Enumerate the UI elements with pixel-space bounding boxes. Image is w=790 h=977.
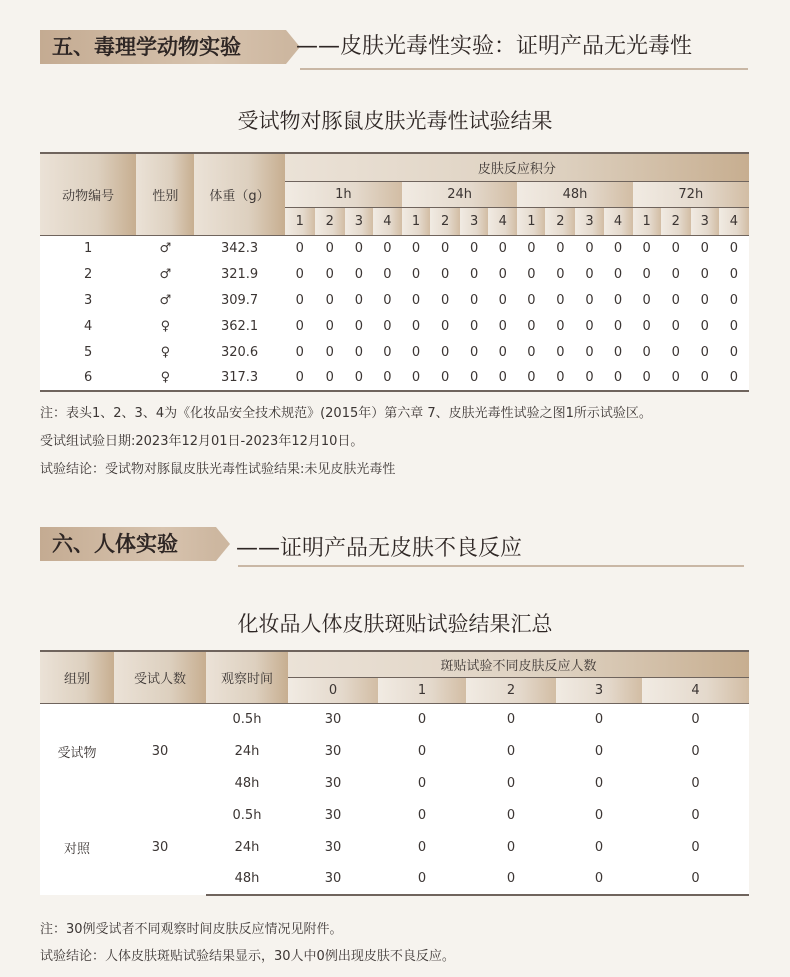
female-icon: ♀ — [160, 344, 171, 360]
section6-header — [40, 527, 750, 561]
score-cell: 0 — [700, 344, 709, 360]
score-cell: 0 — [285, 365, 315, 391]
section5-header — [40, 30, 750, 64]
score-cell: 0 — [383, 292, 392, 308]
header-observe-time: 观察时间 — [206, 651, 288, 703]
reaction-count-cell: 0 — [417, 775, 427, 791]
reaction-count-cell: 0 — [506, 807, 516, 823]
score-cell: 0 — [527, 266, 536, 282]
score-cell: 0 — [556, 266, 565, 282]
header-zone: 3 — [345, 207, 373, 235]
reaction-count-cell: 0 — [417, 743, 427, 759]
animal-id-cell: 4 — [83, 318, 93, 334]
male-icon: ♂ — [159, 266, 172, 282]
score-cell: 0 — [604, 365, 633, 391]
score-cell: 0 — [498, 344, 507, 360]
header-level: 1 — [378, 677, 466, 703]
score-cell: 0 — [430, 365, 460, 391]
header-zone: 3 — [575, 207, 603, 235]
table2-title: 化妆品人体皮肤斑贴试验结果汇总 — [237, 612, 553, 636]
score-cell: 0 — [613, 240, 623, 256]
tag-arrow-shape — [216, 527, 230, 561]
header-subjects: 受试人数 — [114, 651, 206, 703]
score-cell: 0 — [383, 344, 392, 360]
animal-id-cell: 6 — [40, 365, 136, 391]
reaction-count-cell: 30 — [324, 743, 342, 759]
score-cell: 0 — [373, 365, 402, 391]
header-zone: 4 — [719, 207, 749, 235]
score-cell: 0 — [411, 292, 421, 308]
score-cell: 0 — [556, 292, 565, 308]
score-cell: 0 — [440, 344, 450, 360]
male-icon: ♂ — [159, 292, 172, 308]
weight-cell: 321.9 — [220, 266, 259, 282]
score-cell: 0 — [613, 266, 623, 282]
table2-conclusion: 试验结论：人体皮肤斑贴试验结果显示，30人中0例出现皮肤不良反应。 — [40, 949, 455, 964]
weight-cell: 362.1 — [220, 318, 259, 334]
score-cell: 0 — [700, 318, 709, 334]
score-cell: 0 — [470, 240, 479, 256]
score-cell: 0 — [585, 266, 594, 282]
header-reaction-count: 斑贴试验不同皮肤反应人数 — [288, 651, 749, 677]
reaction-count-cell: 30 — [288, 863, 378, 895]
score-cell: 0 — [556, 318, 565, 334]
header-level: 0 — [288, 677, 378, 703]
score-cell: 0 — [556, 240, 565, 256]
header-weight: 体重（g） — [194, 153, 284, 235]
header-time-48h: 48h — [517, 181, 632, 207]
score-cell: 0 — [633, 365, 661, 391]
score-cell: 0 — [325, 266, 334, 282]
score-cell: 0 — [671, 292, 680, 308]
header-zone: 1 — [633, 207, 661, 235]
male-icon: ♂ — [159, 240, 172, 256]
observe-time-cell: 0.5h — [232, 711, 262, 727]
score-cell: 0 — [354, 266, 363, 282]
observe-time-cell: 24h — [234, 839, 260, 855]
score-cell: 0 — [295, 344, 304, 360]
table-row — [40, 365, 749, 391]
score-cell: 0 — [325, 240, 334, 256]
reaction-count-cell: 0 — [594, 711, 604, 727]
section6-underline — [238, 565, 744, 567]
score-cell: 0 — [383, 266, 392, 282]
score-cell: 0 — [325, 318, 334, 334]
table1-title: 受试物对豚鼠皮肤光毒性试验结果 — [237, 109, 553, 133]
score-cell: 0 — [460, 365, 488, 391]
section5-subtitle: ——皮肤光毒性实验：证明产品无光毒性 — [296, 34, 693, 59]
header-zone: 2 — [315, 207, 345, 235]
header-group: 组别 — [40, 651, 114, 703]
header-time-1h: 1h — [285, 181, 402, 207]
table-row — [40, 287, 749, 313]
score-cell: 0 — [729, 292, 739, 308]
reaction-count-cell: 0 — [691, 743, 700, 759]
score-cell: 0 — [470, 344, 479, 360]
score-cell: 0 — [729, 344, 739, 360]
reaction-count-cell: 30 — [324, 711, 342, 727]
score-cell: 0 — [411, 344, 421, 360]
score-cell: 0 — [498, 292, 507, 308]
score-cell: 0 — [383, 240, 392, 256]
table1-body — [40, 235, 749, 391]
score-cell: 0 — [671, 318, 680, 334]
reaction-count-cell: 0 — [691, 775, 700, 791]
score-cell: 0 — [517, 365, 545, 391]
score-cell: 0 — [642, 318, 651, 334]
header-sex: 性别 — [136, 153, 194, 235]
score-cell: 0 — [642, 344, 651, 360]
table1-note: 注：表头1、2、3、4为《化妆品安全技术规范》(2015年）第六章 7、皮肤光毒性试验之图1所示试验区。 — [40, 406, 652, 421]
table-row — [40, 703, 749, 735]
score-cell: 0 — [498, 266, 507, 282]
table1-test-date: 受试组试验日期:2023年12月01日-2023年12月10日。 — [40, 434, 364, 449]
header-zone: 2 — [545, 207, 575, 235]
reaction-count-cell: 0 — [594, 775, 604, 791]
score-cell: 0 — [585, 240, 594, 256]
header-zone: 4 — [488, 207, 517, 235]
reaction-count-cell: 0 — [642, 863, 749, 895]
score-cell: 0 — [470, 266, 479, 282]
header-zone: 4 — [604, 207, 633, 235]
patch-test-table — [40, 650, 749, 896]
reaction-count-cell: 0 — [594, 743, 604, 759]
score-cell: 0 — [325, 292, 334, 308]
score-cell: 0 — [671, 240, 680, 256]
score-cell: 0 — [575, 365, 603, 391]
header-level: 4 — [642, 677, 749, 703]
subject-count-cell: 30 — [151, 839, 169, 855]
score-cell: 0 — [719, 365, 749, 391]
weight-cell: 309.7 — [220, 292, 259, 308]
table2-note: 注：30例受试者不同观察时间皮肤反应情况见附件。 — [40, 922, 343, 937]
table2-body — [40, 703, 749, 895]
score-cell: 0 — [527, 292, 536, 308]
table1-conclusion: 试验结论：受试物对豚鼠皮肤光毒性试验结果:未见皮肤光毒性 — [40, 462, 396, 477]
score-cell: 0 — [440, 240, 450, 256]
table-row — [40, 313, 749, 339]
reaction-count-cell: 0 — [417, 839, 427, 855]
score-cell: 0 — [295, 240, 304, 256]
score-cell: 0 — [383, 318, 392, 334]
score-cell: 0 — [545, 365, 575, 391]
score-cell: 0 — [295, 292, 304, 308]
reaction-count-cell: 0 — [691, 711, 700, 727]
reaction-count-cell: 0 — [691, 807, 700, 823]
score-cell: 0 — [700, 292, 709, 308]
reaction-count-cell: 30 — [324, 775, 342, 791]
reaction-count-cell: 0 — [378, 863, 466, 895]
score-cell: 0 — [315, 365, 345, 391]
table-row — [40, 799, 749, 831]
score-cell: 0 — [613, 292, 623, 308]
reaction-count-cell: 30 — [324, 807, 342, 823]
score-cell: 0 — [411, 318, 421, 334]
score-cell: 0 — [729, 240, 739, 256]
subject-count-cell: 30 — [151, 743, 169, 759]
reaction-count-cell: 0 — [691, 839, 700, 855]
header-zone: 1 — [285, 207, 315, 235]
group-name-cell: 受试物 — [57, 745, 97, 761]
score-cell: 0 — [729, 266, 739, 282]
header-level: 3 — [556, 677, 642, 703]
observe-time-cell: 0.5h — [232, 807, 262, 823]
score-cell: 0 — [585, 344, 594, 360]
animal-id-cell: 3 — [83, 292, 93, 308]
animal-id-cell: 5 — [83, 344, 93, 360]
score-cell: 0 — [354, 240, 363, 256]
score-cell: 0 — [470, 292, 479, 308]
weight-cell: 342.3 — [220, 240, 259, 256]
score-cell: 0 — [354, 292, 363, 308]
score-cell: 0 — [700, 240, 709, 256]
header-skin-score: 皮肤反应积分 — [285, 153, 749, 181]
header-zone: 4 — [373, 207, 402, 235]
score-cell: 0 — [613, 344, 623, 360]
score-cell: 0 — [642, 266, 651, 282]
score-cell: 0 — [527, 344, 536, 360]
score-cell: 0 — [498, 318, 507, 334]
score-cell: 0 — [642, 292, 651, 308]
score-cell: 0 — [498, 240, 507, 256]
score-cell: 0 — [411, 240, 421, 256]
header-zone: 2 — [430, 207, 460, 235]
score-cell: 0 — [440, 266, 450, 282]
section6-tag — [40, 527, 216, 561]
header-zone: 1 — [402, 207, 430, 235]
reaction-count-cell: 30 — [324, 839, 342, 855]
observe-time-cell: 24h — [234, 743, 260, 759]
score-cell: 0 — [585, 318, 594, 334]
weight-cell: 317.3 — [194, 365, 284, 391]
score-cell: 0 — [527, 318, 536, 334]
score-cell: 0 — [585, 292, 594, 308]
score-cell: 0 — [488, 365, 517, 391]
reaction-count-cell: 0 — [556, 863, 642, 895]
observe-time-cell: 48h — [206, 863, 288, 895]
score-cell: 0 — [345, 365, 373, 391]
reaction-count-cell: 0 — [594, 839, 604, 855]
score-cell: 0 — [527, 240, 536, 256]
reaction-count-cell: 0 — [417, 711, 427, 727]
score-cell: 0 — [671, 344, 680, 360]
score-cell: 0 — [295, 266, 304, 282]
score-cell: 0 — [402, 365, 430, 391]
female-icon: ♀ — [160, 318, 171, 334]
score-cell: 0 — [354, 318, 363, 334]
animal-id-cell: 2 — [83, 266, 93, 282]
score-cell: 0 — [440, 292, 450, 308]
header-animal-id: 动物编号 — [40, 153, 136, 235]
score-cell: 0 — [613, 318, 623, 334]
header-zone: 1 — [517, 207, 545, 235]
score-cell: 0 — [691, 365, 719, 391]
score-cell: 0 — [642, 240, 651, 256]
reaction-count-cell: 0 — [417, 807, 427, 823]
score-cell: 0 — [440, 318, 450, 334]
reaction-count-cell: 0 — [506, 711, 516, 727]
table-row — [40, 261, 749, 287]
reaction-count-cell: 0 — [506, 839, 516, 855]
section6-subtitle: ——证明产品无皮肤不良反应 — [236, 536, 523, 561]
score-cell: 0 — [671, 266, 680, 282]
reaction-count-cell: 0 — [466, 863, 556, 895]
score-cell: 0 — [295, 318, 304, 334]
score-cell: 0 — [411, 266, 421, 282]
score-cell: 0 — [325, 344, 334, 360]
reaction-count-cell: 0 — [594, 807, 604, 823]
section5-tag — [40, 30, 286, 64]
observe-time-cell: 48h — [234, 775, 260, 791]
section6-tag-text: 六、人体实验 — [52, 532, 178, 556]
score-cell: 0 — [661, 365, 691, 391]
score-cell: 0 — [556, 344, 565, 360]
weight-cell: 320.6 — [220, 344, 259, 360]
section5-underline — [300, 68, 748, 70]
header-zone: 2 — [661, 207, 691, 235]
reaction-count-cell: 0 — [506, 775, 516, 791]
score-cell: 0 — [700, 266, 709, 282]
reaction-count-cell: 0 — [506, 743, 516, 759]
table-row — [40, 235, 749, 261]
phototoxicity-table — [40, 152, 749, 392]
header-zone: 3 — [460, 207, 488, 235]
header-time-72h: 72h — [633, 181, 749, 207]
score-cell: 0 — [470, 318, 479, 334]
header-time-24h: 24h — [402, 181, 517, 207]
header-level: 2 — [466, 677, 556, 703]
section5-tag-text: 五、毒理学动物实验 — [52, 35, 241, 59]
animal-id-cell: 1 — [83, 240, 93, 256]
table-row — [40, 339, 749, 365]
female-icon: ♀ — [136, 365, 194, 391]
group-name-cell: 对照 — [63, 841, 90, 857]
score-cell: 0 — [729, 318, 739, 334]
header-zone: 3 — [691, 207, 719, 235]
score-cell: 0 — [354, 344, 363, 360]
